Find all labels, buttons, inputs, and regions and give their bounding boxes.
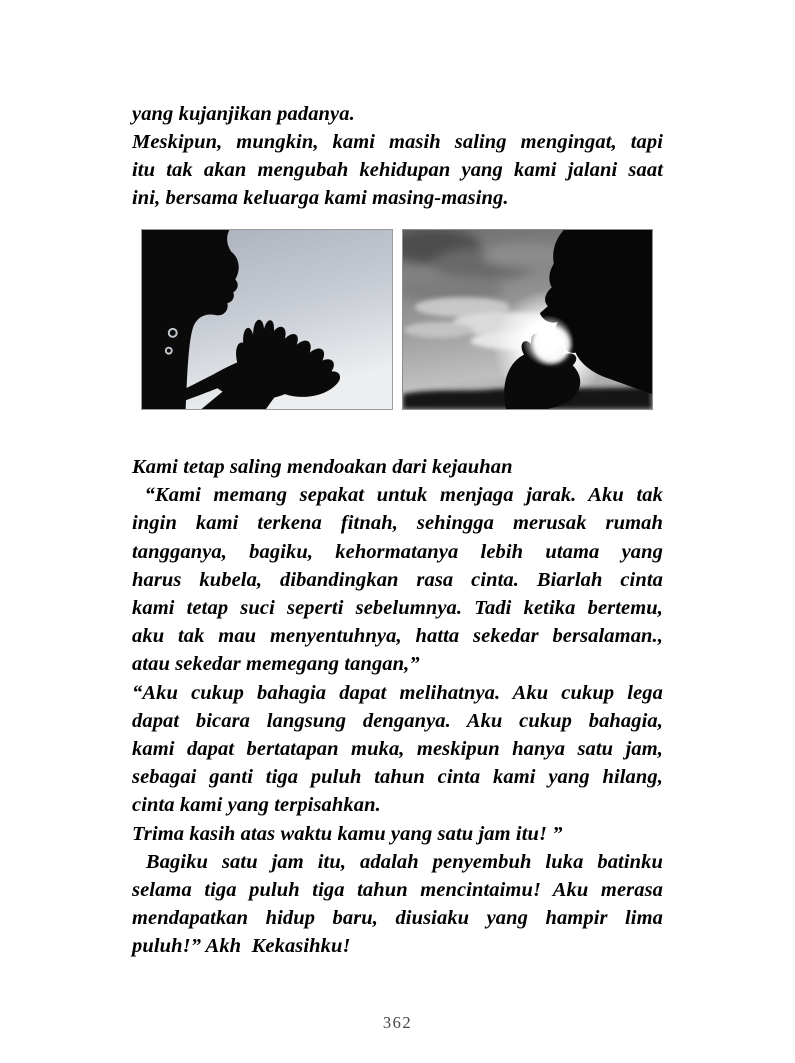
text-line: atau sekedar memegang tangan,” <box>132 653 420 676</box>
text-line: kami dapat bertatapan muka, meskipun hanya satu jam, <box>132 738 663 761</box>
text-line: ini, bersama keluarga kami masing-masing. <box>132 187 509 210</box>
paragraph <box>132 848 663 961</box>
text-line: selama tiga puluh tiga tahun mencintaimu! Aku merasa <box>132 879 663 902</box>
text-line: yang kujanjikan padanya. <box>132 103 355 125</box>
paragraph <box>132 820 663 848</box>
paragraph <box>132 453 663 481</box>
text-line: cinta kami yang terpisahkan. <box>132 794 381 817</box>
photo-praying-sun-right <box>402 229 653 410</box>
text-line: ingin kami terkena fitnah, sehingga merusak rumah <box>132 512 663 535</box>
text-line: mendapatkan hidup baru, diusiaku yang hampir lima <box>132 907 663 930</box>
text-line: Bagiku satu jam itu, adalah penyembuh luka batinku <box>132 850 663 873</box>
paragraph <box>132 679 663 820</box>
paragraph <box>132 128 663 212</box>
text-line: aku tak mau menyentuhnya, hatta sekedar bersalaman., <box>132 625 663 648</box>
text-line: itu tak akan mengubah kehidupan yang kami jalani saat <box>132 159 663 182</box>
photo-row <box>141 229 653 410</box>
praying-hands-illustration <box>142 230 392 409</box>
praying-sun-illustration <box>403 230 652 409</box>
text-line: “Aku cukup bahagia dapat melihatnya. Aku cukup lega <box>132 681 663 704</box>
bottom-text-block <box>132 453 663 961</box>
top-text-block <box>132 100 663 212</box>
text-line: dapat bicara langsung denganya. Aku cukup bahagia, <box>132 709 663 732</box>
page-number: 362 <box>382 1013 413 1032</box>
text-line: Kami tetap saling mendoakan dari kejauhan <box>132 456 513 478</box>
text-line: kami tetap suci seperti sebelumnya. Tadi ketika bertemu, <box>132 597 663 620</box>
paragraph <box>132 481 663 678</box>
text-line: Trima kasih atas waktu kamu yang satu jam itu! ” <box>132 822 563 845</box>
text-line: puluh!” Akh Kekasihku! <box>132 935 351 958</box>
text-line: sebagai ganti tiga puluh tahun cinta kami yang hilang, <box>132 766 663 789</box>
paragraph <box>132 100 663 128</box>
text-line: harus kubela, dibandingkan rasa cinta. Biarlah cinta <box>132 568 663 591</box>
text-line: “Kami memang sepakat untuk menjaga jarak. Aku tak <box>132 484 663 507</box>
text-line: tangganya, bagiku, kehormatanya lebih utama yang <box>132 540 663 563</box>
photo-praying-hands-left <box>141 229 393 410</box>
text-line: Meskipun, mungkin, kami masih saling mengingat, tapi <box>132 131 663 154</box>
